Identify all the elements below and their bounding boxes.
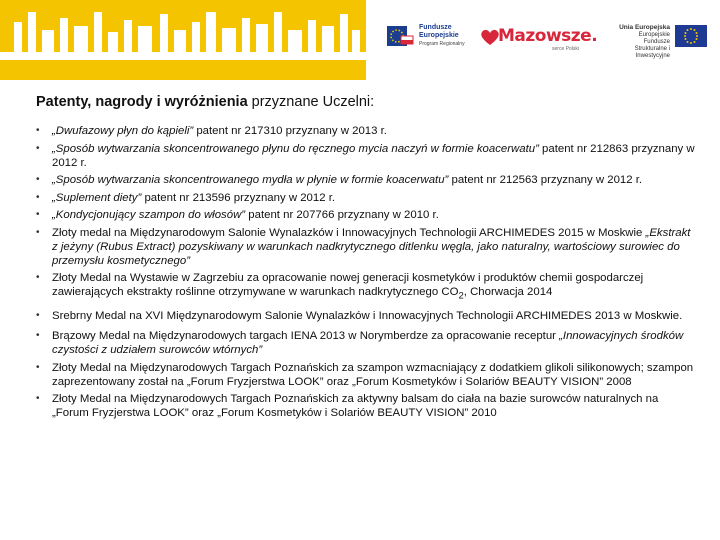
ue-line2: Europejskie Fundusze xyxy=(638,32,670,45)
heart-icon xyxy=(480,28,500,46)
list-item: • „Dwufazowy płyn do kąpieli” patent nr 217310 przyznany w 2013 r. xyxy=(36,125,387,137)
list-item: • Złoty Medal na Międzynarodowych Targach Poznańskich za szampon wzmacniający z dodatkiem glikoli silikonowych; szampon zaprezentowany został na „Forum Fryzjerstwa LOOK” oraz „Forum Kosmetyków i Solariów BEAUTY VISION” 2008 xyxy=(36,361,694,388)
list-item: • „Suplement diety” patent nr 213596 przyznany w 2012 r. xyxy=(36,191,336,204)
bullet-icon: • xyxy=(36,125,40,136)
header-band xyxy=(0,0,720,80)
ue-line3: Strukturalne i Inwestycyjne xyxy=(634,46,670,59)
mazowsze-sub: serce Polski xyxy=(552,46,579,52)
bullet-icon: • xyxy=(36,393,40,405)
bullet-icon: • xyxy=(36,272,40,283)
list-item: • Srebrny Medal na XVI Międzynarodowym Salonie Wynalazków i Innowacyjnych Technologii ARCHIMEDES 2013 w Moskwie. xyxy=(36,310,683,323)
list-item: • Brązowy Medal na Międzynarodowych targach IENA 2013 w Norymberdze za opracowanie receptur „Innowacyjnych środków czystości z udziałem surowców wtórnych” xyxy=(36,330,684,357)
page-title-strong: Patenty, nagrody i wyróżnienia xyxy=(36,94,248,110)
page-title-rest: przyznane Uczelni: xyxy=(247,94,375,110)
bullet-icon: • xyxy=(36,174,40,185)
bullet-icon: • xyxy=(36,142,40,154)
mazowsze-word: Mazowsze. xyxy=(498,26,598,46)
list-item: • „Kondycjonujący szampon do włosów” patent nr 207766 przyznany w 2010 r. xyxy=(36,209,439,221)
bullet-icon: • xyxy=(36,330,40,342)
fe-line2: Europejskie xyxy=(419,32,459,39)
fe-line1: Fundusze xyxy=(419,24,452,31)
ue-line1: Unia Europejska xyxy=(619,24,670,31)
bullet-icon: • xyxy=(36,226,40,238)
bullet-icon: • xyxy=(36,361,40,373)
achievements-list xyxy=(36,124,696,424)
fe-logo xyxy=(385,20,465,56)
mazowsze-logo xyxy=(478,22,598,52)
bullet-icon: • xyxy=(36,310,40,322)
list-item: • „Sposób wytwarzania skoncentrowanego płynu do ręcznego mycia naczyń w formie koacerwatu” patent nr 212863 przyznany w 2012 r. xyxy=(36,142,695,169)
fe-logo-text xyxy=(419,24,465,48)
brand-bar xyxy=(0,0,366,80)
list-item: • Złoty medal na Międzynarodowym Salonie Wynalazków i Innowacyjnych Technologii ARCHIMEDES 2015 w Moskwie „Ekstrakt z jeżyny (Rubus Extract) pozyskiwany w warunkach nadkrytycznego ditlenku węgla, jako naturalny, wartościowy surowiec do przemysłu kosmetycznego” xyxy=(36,226,691,267)
eu-flag-icon xyxy=(675,25,707,47)
list-item: • Złoty Medal na Międzynarodowych Targach Poznańskich za aktywny balsam do ciała na bazie surowców naturalnych na „Forum Fryzjerstwa LOOK” oraz „Forum Kosmetyków i Solariów BEAUTY VISION” 2010 xyxy=(36,393,659,420)
fe-flag-icon xyxy=(385,24,415,50)
ue-logo xyxy=(612,20,712,59)
bullet-icon: • xyxy=(36,209,40,220)
list-item: • „Sposób wytwarzania skoncentrowanego mydła w płynie w formie koacerwatu” patent nr 212563 przyznany w 2012 r. xyxy=(36,174,643,186)
list-item: • Złoty Medal na Wystawie w Zagrzebiu za opracowanie nowej generacji kosmetyków i produktów chemii gospodarczej zawierających ekstrakty roślinne otrzymywane w warunkach nadkrytycznego $CO_2$, Chorwacja 2014 xyxy=(36,272,644,302)
ue-logo-text xyxy=(612,24,670,60)
fe-line3: Program Regionalny xyxy=(419,41,465,47)
page-title xyxy=(36,94,374,110)
brand-bar-pattern xyxy=(0,0,366,80)
bullet-icon: • xyxy=(36,191,40,203)
